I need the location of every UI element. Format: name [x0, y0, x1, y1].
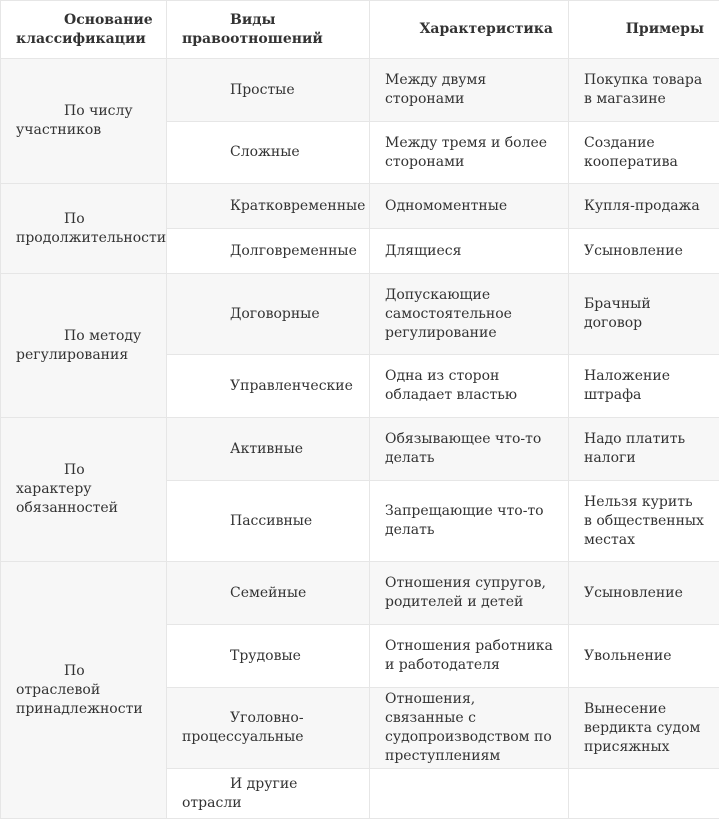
example-cell: Нельзя курить в общественных местах	[569, 481, 719, 562]
kind-cell: Долговременные	[167, 229, 370, 274]
example-cell: Брачный договор	[569, 274, 719, 355]
characteristic-cell: Отношения, связанные с судопроизводством по преступлениям	[370, 688, 569, 769]
header-characteristic: Характеристика	[370, 1, 569, 59]
kind-cell: Семейные	[167, 562, 370, 625]
table-row	[1, 184, 719, 229]
table-row	[1, 59, 719, 122]
kind-cell: Активные	[167, 418, 370, 481]
example-cell: Усыновление	[569, 562, 719, 625]
characteristic-cell: Отношения работника и работодателя	[370, 625, 569, 688]
characteristic-cell: Обязывающее что-то делать	[370, 418, 569, 481]
header-examples: Примеры	[569, 1, 719, 59]
kind-cell: И другие отрасли	[167, 769, 370, 819]
characteristic-cell: Допускающие самостоятельное регулирование	[370, 274, 569, 355]
kind-cell: Управленческие	[167, 355, 370, 418]
example-cell: Надо платить налоги	[569, 418, 719, 481]
kind-cell: Трудовые	[167, 625, 370, 688]
basis-cell: По продолжительности	[1, 184, 167, 274]
example-cell: Покупка товара в магазине	[569, 59, 719, 122]
kind-cell: Уголовно-процессуальные	[167, 688, 370, 769]
characteristic-cell: Запрещающие что-то делать	[370, 481, 569, 562]
characteristic-cell: Одна из сторон обладает властью	[370, 355, 569, 418]
table-row	[1, 562, 719, 625]
header-row	[1, 1, 719, 59]
characteristic-cell: Отношения супругов, родителей и детей	[370, 562, 569, 625]
example-cell: Наложение штрафа	[569, 355, 719, 418]
basis-cell: По методу регулирования	[1, 274, 167, 418]
kind-cell: Кратковременные	[167, 184, 370, 229]
table-row	[1, 418, 719, 481]
example-cell: Вынесение вердикта судом присяжных	[569, 688, 719, 769]
example-cell: Купля-продажа	[569, 184, 719, 229]
basis-cell: По характеру обязанностей	[1, 418, 167, 562]
characteristic-cell: Длящиеся	[370, 229, 569, 274]
characteristic-cell: Одномоментные	[370, 184, 569, 229]
characteristic-cell: Между тремя и более сторонами	[370, 122, 569, 184]
example-cell: Создание кооператива	[569, 122, 719, 184]
basis-cell: По числу участников	[1, 59, 167, 184]
basis-cell: По отраслевой принадлежности	[1, 562, 167, 819]
kind-cell: Пассивные	[167, 481, 370, 562]
table-row	[1, 274, 719, 355]
characteristic-cell: Между двумя сторонами	[370, 59, 569, 122]
characteristic-cell	[370, 769, 569, 819]
kind-cell: Сложные	[167, 122, 370, 184]
example-cell: Увольнение	[569, 625, 719, 688]
header-kind: Виды правоотношений	[167, 1, 370, 59]
example-cell: Усыновление	[569, 229, 719, 274]
kind-cell: Договорные	[167, 274, 370, 355]
header-basis: Основание классификации	[1, 1, 167, 59]
kind-cell: Простые	[167, 59, 370, 122]
example-cell	[569, 769, 719, 819]
